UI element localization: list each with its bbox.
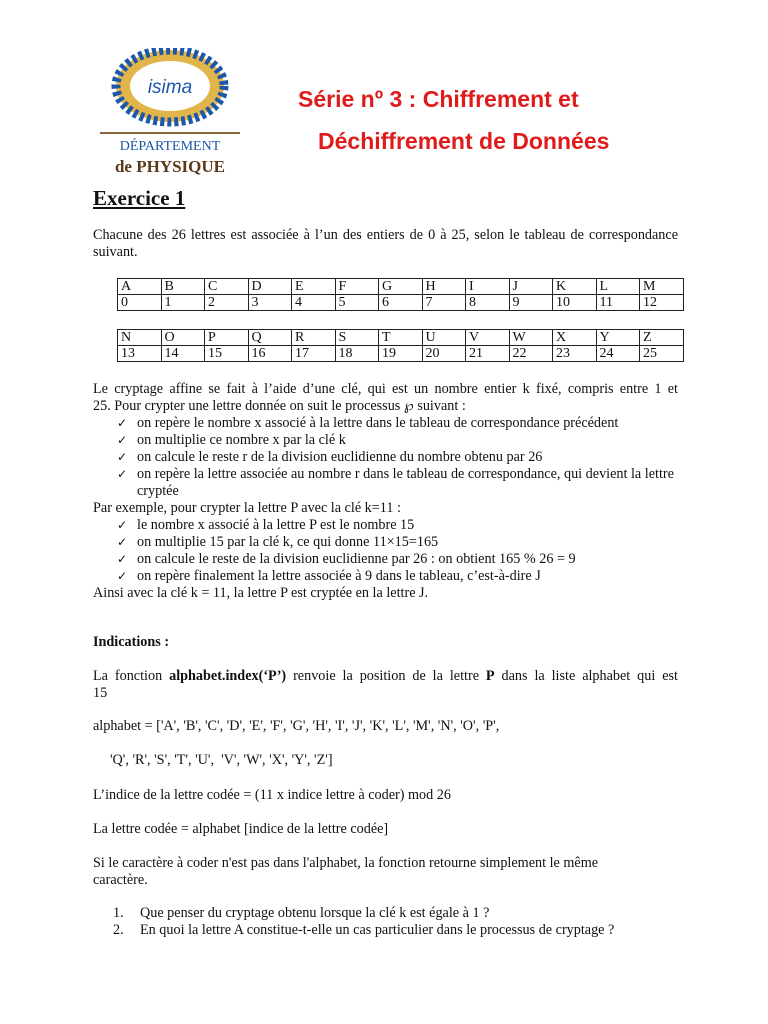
letter-cell: M [640,279,684,295]
letter-cell: B [161,279,205,295]
number-cell: 3 [248,295,292,311]
letter-cell: G [379,279,423,295]
list-item: ✓ on multiplie ce nombre x par la clé k [117,432,346,448]
letter-cell: W [509,330,553,346]
series-title-line2: Déchiffrement de Données [318,128,610,154]
number-cell: 10 [553,295,597,311]
logo-line2: de PHYSIQUE [114,157,226,176]
checkmark-icon: ✓ [117,467,128,481]
number-cell: 17 [292,346,336,362]
example-intro: Par exemple, pour crypter la lettre P avec la clé k=11 : [93,500,401,516]
number-cell: 7 [422,295,466,311]
function-code: alphabet.index(‘P’) [169,668,287,684]
number-cell: 5 [335,295,379,311]
index-formula: L’indice de la lettre codée = (11 x indice lettre à coder) mod 26 [93,787,451,803]
process-steps [117,415,677,500]
list-item: ✓ on repère la lettre associée au nombre r dans le tableau de correspondance, qui devient la lettre cryptée [117,466,674,499]
letter-cell: N [118,330,162,346]
isima-logo [100,48,240,178]
checkmark-icon: ✓ [117,535,128,549]
alphabet-list-line1: alphabet = ['A', 'B', 'C', 'D', 'E', 'F', 'G', 'H', 'I', 'J', 'K', 'L', 'M', 'N', 'O', 'P', [93,718,500,734]
checkmark-icon: ✓ [117,450,128,464]
letter-cell: X [553,330,597,346]
affine-line1: Le cryptage affine se fait à l’aide d’une clé, qui est un nombre entier k fixé, compris entre 1 et [93,381,678,397]
number-cell: 15 [205,346,249,362]
number-cell: 20 [422,346,466,362]
letter-cell: Y [596,330,640,346]
letter-cell: P [205,330,249,346]
number-cell: 9 [509,295,553,311]
logo-line1: DÉPARTEMENT [119,139,221,154]
number-cell: 25 [640,346,684,362]
index-function-value: 15 [93,685,108,701]
letter-cell: R [292,330,336,346]
number-cell: 22 [509,346,553,362]
number-cell: 8 [466,295,510,311]
alphabet-list-line2: 'Q', 'R', 'S', 'T', 'U', 'V', 'W', 'X', 'Y', 'Z'] [110,752,333,768]
exercise-heading: Exercice 1 [93,186,186,210]
letter-cell: Q [248,330,292,346]
letters-row [118,330,684,346]
list-item: ✓ on calcule le reste de la division euclidienne par 26 : on obtient 165 % 26 = 9 [117,551,576,567]
number-cell: 23 [553,346,597,362]
example-conclusion: Ainsi avec la clé k = 11, la lettre P est cryptée en la lettre J. [93,585,429,601]
number-cell: 1 [161,295,205,311]
not-in-alphabet-line2: caractère. [93,872,148,888]
number-cell: 11 [596,295,640,311]
letter-cell: Z [640,330,684,346]
list-item: ✓ le nombre x associé à la lettre P est le nombre 15 [117,517,415,533]
question-1: 1. Que penser du cryptage obtenu lorsque la clé k est égale à 1 ? [113,905,490,921]
number-cell: 4 [292,295,336,311]
number-cell: 2 [205,295,249,311]
numbers-row [118,295,684,311]
letter-formula: La lettre codée = alphabet [indice de la lettre codée] [93,821,389,837]
number-cell: 14 [161,346,205,362]
index-function-line: La fonction alphabet.index(‘P’) renvoie la position de la lettre P dans la liste alphabet qui est [93,668,678,684]
letter-cell: A [118,279,162,295]
number-cell: 0 [118,295,162,311]
number-cell: 19 [379,346,423,362]
letter-cell: U [422,330,466,346]
letter-cell: I [466,279,510,295]
letter-cell: T [379,330,423,346]
checkmark-icon: ✓ [117,416,128,430]
checkmark-icon: ✓ [117,433,128,447]
letter-cell: H [422,279,466,295]
checkmark-icon: ✓ [117,518,128,532]
letter-cell: J [509,279,553,295]
correspondence-table-1 [117,278,684,311]
letter-cell: S [335,330,379,346]
intro-paragraph: Chacune des 26 lettres est associée à l’un des entiers de 0 à 25, selon le tableau de correspondance suivant. [93,227,678,260]
number-cell: 12 [640,295,684,311]
checkmark-icon: ✓ [117,552,128,566]
list-item: ✓ on multiplie 15 par la clé k, ce qui donne 11×15=165 [117,534,439,550]
affine-line2: 25. Pour crypter une lettre donnée on suit le processus ℘ suivant : [93,398,466,414]
indications-heading: Indications : [93,634,170,650]
letter-cell: L [596,279,640,295]
number-cell: 16 [248,346,292,362]
question-2: 2. En quoi la lettre A constitue-t-elle un cas particulier dans le processus de cryptage ? [113,922,615,938]
number-cell: 21 [466,346,510,362]
letter-cell: V [466,330,510,346]
checkmark-icon: ✓ [117,569,128,583]
list-item: ✓ on calcule le reste r de la division euclidienne du nombre obtenu par 26 [117,449,543,465]
letter-cell: C [205,279,249,295]
number-cell: 24 [596,346,640,362]
number-cell: 6 [379,295,423,311]
letter-cell: E [292,279,336,295]
logo-brand: isima [147,77,193,98]
logo-divider [100,132,240,134]
correspondence-table-2 [117,329,684,362]
letter-cell: D [248,279,292,295]
number-cell: 18 [335,346,379,362]
list-item: ✓ on repère le nombre x associé à la lettre dans le tableau de correspondance précédent [117,415,619,431]
example-steps [117,517,677,585]
numbers-row [118,346,684,362]
letter-p: P [485,668,495,684]
letter-cell: K [553,279,597,295]
number-cell: 13 [118,346,162,362]
not-in-alphabet-line1: Si le caractère à coder n'est pas dans l'alphabet, la fonction retourne simplement le même [93,855,599,871]
letter-cell: O [161,330,205,346]
letters-row [118,279,684,295]
series-title-line1: Série nº 3 : Chiffrement et [298,86,579,112]
letter-cell: F [335,279,379,295]
list-item: ✓ on repère finalement la lettre associée à 9 dans le tableau, c’est-à-dire J [117,568,541,584]
